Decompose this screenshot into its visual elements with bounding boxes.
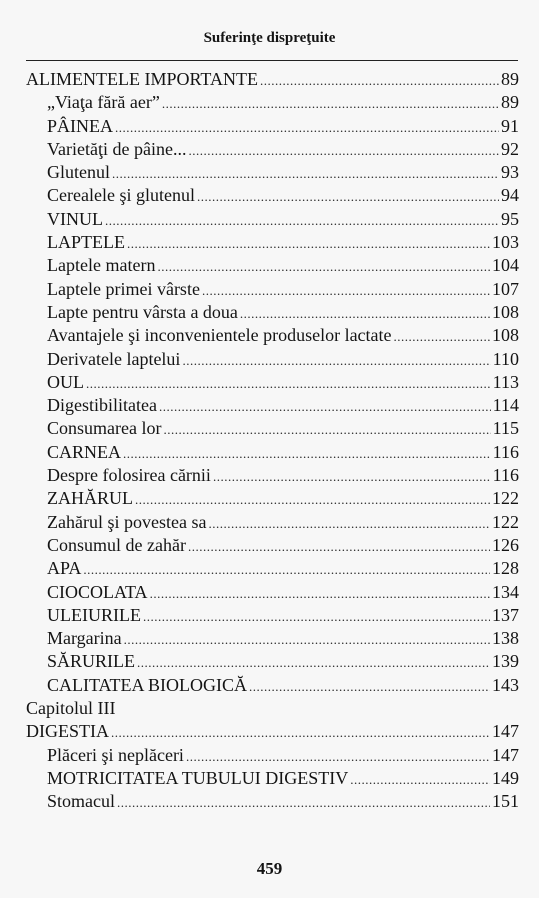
dot-leader bbox=[124, 628, 490, 651]
toc-entry-page: 139 bbox=[492, 651, 519, 672]
toc-entry-page: 137 bbox=[492, 604, 519, 625]
dot-leader bbox=[135, 488, 490, 511]
toc-entry-title: CIOCOLATA bbox=[47, 581, 148, 602]
dot-leader bbox=[115, 116, 499, 139]
toc-entry bbox=[26, 487, 519, 510]
toc-entry-title: Stomacul bbox=[47, 791, 115, 812]
dot-leader bbox=[202, 279, 490, 302]
dot-leader bbox=[150, 582, 490, 605]
toc-entry bbox=[26, 720, 519, 743]
toc-entry-page: 116 bbox=[492, 465, 519, 486]
toc-entry bbox=[26, 441, 519, 464]
toc-entry bbox=[26, 68, 519, 91]
toc-entry-title: OUL bbox=[47, 371, 84, 392]
toc-entry bbox=[26, 581, 519, 604]
dot-leader bbox=[163, 418, 490, 441]
toc-entry bbox=[26, 534, 519, 557]
toc-entry-title: SĂRURILE bbox=[47, 651, 136, 672]
toc-entry bbox=[26, 464, 519, 487]
toc-entry bbox=[26, 115, 519, 138]
toc-entry-page: 108 bbox=[492, 325, 519, 346]
toc-entry-page: 151 bbox=[492, 791, 519, 812]
toc-entry-title: ULEIURILE bbox=[47, 604, 141, 625]
toc-entry bbox=[26, 744, 519, 767]
toc-entry-title: Consumarea lor bbox=[47, 418, 162, 439]
toc-entry-page: 114 bbox=[492, 395, 519, 416]
page-number: 459 bbox=[256, 859, 283, 878]
toc-entry-title: Avantajele şi inconvenientele produselor lactate bbox=[47, 325, 392, 346]
toc-entry bbox=[26, 627, 519, 650]
toc-entry-title: Lapte pentru vârsta a doua bbox=[47, 301, 238, 322]
toc-entry-page: 93 bbox=[501, 162, 519, 183]
dot-leader bbox=[159, 395, 491, 418]
toc-entry-page: 143 bbox=[492, 674, 519, 695]
toc-entry-title: Glutenul bbox=[47, 162, 110, 183]
dot-leader bbox=[186, 745, 490, 768]
toc-entry-title: ALIMENTELE IMPORTANTE bbox=[26, 69, 258, 89]
dot-leader bbox=[86, 372, 491, 395]
toc-entry-page: 92 bbox=[501, 138, 519, 159]
dot-leader bbox=[182, 349, 490, 372]
table-of-contents bbox=[26, 68, 519, 814]
toc-entry bbox=[26, 394, 519, 417]
toc-entry-title: Derivatele laptelui bbox=[47, 348, 181, 369]
toc-entry-title: Laptele primei vârste bbox=[47, 278, 200, 299]
toc-entry bbox=[26, 324, 519, 347]
dot-leader bbox=[208, 512, 490, 535]
toc-entry-title: Varietăţi de pâine... bbox=[47, 138, 187, 159]
dot-leader bbox=[143, 605, 490, 628]
toc-entry-page: 103 bbox=[492, 232, 519, 253]
toc-entry bbox=[26, 511, 519, 534]
toc-entry bbox=[26, 348, 519, 371]
toc-entry bbox=[26, 790, 519, 813]
toc-entry bbox=[26, 697, 519, 720]
toc-entry-page: 116 bbox=[492, 441, 519, 462]
toc-entry-title: DIGESTIA bbox=[26, 721, 109, 742]
toc-entry bbox=[26, 184, 519, 207]
toc-entry-page: 128 bbox=[492, 558, 519, 579]
toc-entry-title: Despre folosirea cărnii bbox=[47, 465, 211, 486]
toc-entry-page: 95 bbox=[501, 208, 519, 229]
toc-entry-page: 108 bbox=[492, 301, 519, 322]
toc-entry bbox=[26, 231, 519, 254]
toc-entry-title: Laptele matern bbox=[47, 255, 156, 276]
toc-entry bbox=[26, 417, 519, 440]
toc-entry-title: Plăceri şi neplăceri bbox=[47, 744, 184, 765]
toc-entry-page: 107 bbox=[492, 278, 519, 299]
toc-entry bbox=[26, 371, 519, 394]
toc-entry-page: 147 bbox=[492, 744, 519, 765]
dot-leader bbox=[137, 651, 490, 674]
toc-entry-title: Digestibilitatea bbox=[47, 395, 157, 416]
toc-entry-page: 91 bbox=[501, 115, 519, 136]
toc-entry-title: LAPTELE bbox=[47, 232, 125, 253]
toc-entry-title: APA bbox=[47, 558, 82, 579]
toc-entry-title: ZAHĂRUL bbox=[47, 488, 133, 509]
dot-leader bbox=[260, 69, 499, 92]
toc-entry-title: CARNEA bbox=[47, 441, 122, 462]
toc-entry-page: 89 bbox=[501, 92, 519, 113]
toc-entry bbox=[26, 278, 519, 301]
toc-entry-title: Zahărul şi povestea sa bbox=[47, 511, 207, 532]
toc-entry-page: 122 bbox=[492, 488, 519, 509]
toc-entry-page: 126 bbox=[492, 534, 519, 555]
dot-leader bbox=[127, 232, 490, 255]
toc-entry bbox=[26, 254, 519, 277]
toc-entry-title: MOTRICITATEA TUBULUI DIGESTIV bbox=[47, 767, 349, 788]
toc-entry bbox=[26, 650, 519, 673]
dot-leader bbox=[105, 209, 499, 232]
dot-leader bbox=[112, 162, 499, 185]
dot-leader bbox=[394, 325, 490, 348]
dot-leader bbox=[240, 302, 490, 325]
dot-leader bbox=[188, 535, 490, 558]
toc-entry-page: 115 bbox=[492, 418, 519, 439]
dot-leader bbox=[249, 675, 490, 698]
toc-entry bbox=[26, 767, 519, 790]
toc-entry bbox=[26, 91, 519, 114]
dot-leader bbox=[111, 721, 490, 744]
toc-entry-page: 138 bbox=[492, 628, 519, 649]
toc-entry-page: 113 bbox=[492, 371, 519, 392]
toc-entry-title: Cerealele şi glutenul bbox=[47, 185, 195, 206]
dot-leader bbox=[83, 558, 490, 581]
dot-leader bbox=[162, 92, 499, 115]
toc-entry bbox=[26, 301, 519, 324]
toc-entry-title: CALITATEA BIOLOGICĂ bbox=[47, 674, 248, 695]
toc-entry-page: 89 bbox=[501, 69, 519, 89]
dot-leader bbox=[117, 791, 490, 814]
toc-entry-page: 110 bbox=[492, 348, 519, 369]
dot-leader bbox=[157, 255, 490, 278]
toc-entry bbox=[26, 674, 519, 697]
toc-entry bbox=[26, 138, 519, 161]
toc-entry-page: 122 bbox=[492, 511, 519, 532]
toc-entry-page: 104 bbox=[492, 255, 519, 276]
dot-leader bbox=[197, 185, 499, 208]
dot-leader bbox=[213, 465, 491, 488]
toc-entry-title: Margarina bbox=[47, 628, 122, 649]
toc-entry-page: 149 bbox=[492, 767, 519, 788]
toc-entry-page: 94 bbox=[501, 185, 519, 206]
dot-leader bbox=[123, 442, 491, 465]
toc-entry-title: Capitolul III bbox=[26, 698, 116, 719]
running-header: Suferinţe dispreţuite bbox=[203, 30, 336, 46]
toc-entry bbox=[26, 161, 519, 184]
toc-entry-title: PÂINEA bbox=[47, 115, 113, 136]
toc-entry-page: 147 bbox=[492, 721, 519, 742]
toc-entry bbox=[26, 604, 519, 627]
toc-entry-title: „Viaţa fără aer” bbox=[47, 92, 160, 113]
toc-entry bbox=[26, 557, 519, 580]
dot-leader bbox=[350, 768, 490, 791]
toc-entry-title: Consumul de zahăr bbox=[47, 534, 186, 555]
toc-entry bbox=[26, 208, 519, 231]
header-rule bbox=[26, 60, 518, 61]
toc-entry-title: VINUL bbox=[47, 208, 103, 229]
dot-leader bbox=[188, 139, 499, 162]
toc-entry-page: 134 bbox=[492, 581, 519, 602]
